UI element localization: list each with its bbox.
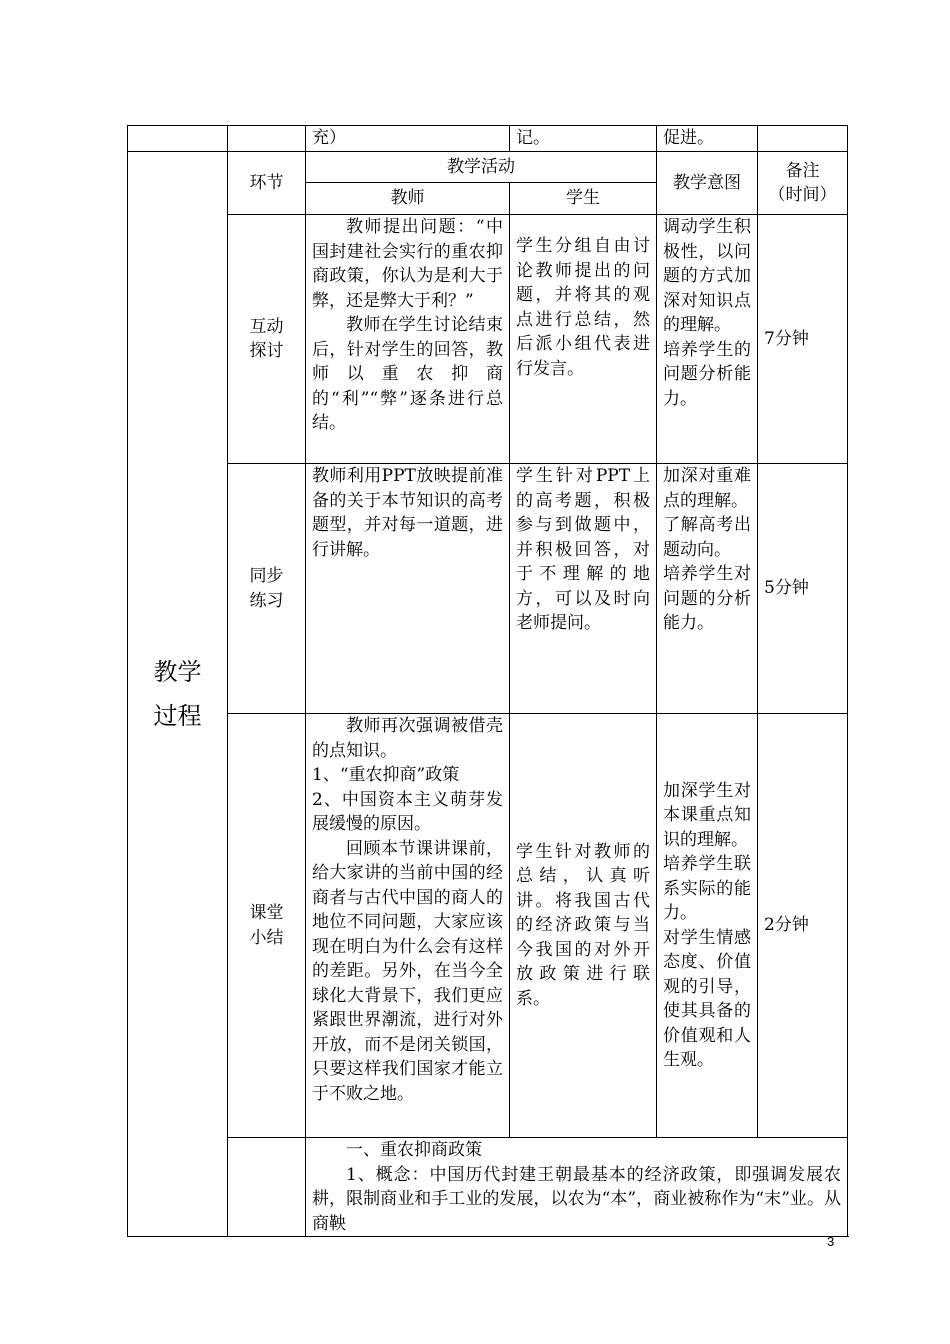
stage-row-summary <box>128 714 848 1138</box>
section-label-line-1: 教学 <box>153 658 202 686</box>
student-paragraph: 学生分组自由讨论教师提出的问题，并将其的观点进行总结，然后派小组代表进行发言。 <box>516 236 650 379</box>
intent-paragraph: 了解高考出题动向。 <box>663 515 751 560</box>
continued-student-cell: 记。 <box>510 126 657 152</box>
intent-cell <box>657 215 758 464</box>
teacher-header: 教师 <box>306 183 510 215</box>
continued-stage-cell <box>228 126 306 152</box>
continued-teacher-cell: 充） <box>306 126 510 152</box>
teacher-paragraph: 1、“重农抑商”政策 <box>312 765 460 785</box>
header-row-1 <box>128 152 848 183</box>
intent-paragraph: 加深对重难点的理解。 <box>663 466 751 511</box>
continued-intent-cell: 促进。 <box>657 126 758 152</box>
remark-header-line-1: 备注 <box>785 160 820 181</box>
teacher-paragraph: 回顾本节课讲课前，给大家讲的当前中国的经商者与古代中国的商人的地位不同问题，大家应该现在明白为什么会有这样的差距。另外，在当今全球化大背景下，我们更应紧跟世界潮流，进行对外开放，而不是闭关锁国，只要这样我们国家才能立于不败之地。 <box>312 838 503 1104</box>
teacher-activity-cell <box>306 714 510 1138</box>
stage-line-2: 小结 <box>249 927 284 948</box>
stage-line-1: 互动 <box>249 316 284 337</box>
teacher-activity-cell <box>306 464 510 714</box>
stage-cell <box>228 464 306 714</box>
teacher-paragraph: 2、中国资本主义萌芽发展缓慢的原因。 <box>312 789 503 834</box>
teacher-paragraph: 教师利用PPT放映提前准备的关于本节知识的高考题型，并对每一道题，进行讲解。 <box>312 466 503 560</box>
intent-paragraph: 培养学生联系实际的能力。 <box>663 854 751 923</box>
teacher-paragraph: 教师再次强调被借壳的点知识。 <box>312 716 503 761</box>
stage-line-2: 探讨 <box>249 341 284 361</box>
intent-paragraph: 对学生情感态度、价值观的引导，使其具备的价值观和人生观。 <box>663 927 751 1070</box>
time-cell: 7分钟 <box>758 215 848 464</box>
teacher-paragraph: 教师在学生讨论结束后，针对学生的回答，教师以重农抑商的“利”“弊”逐条进行总结。 <box>312 315 503 433</box>
student-activity-cell <box>510 714 657 1138</box>
section-label-line-2: 过程 <box>153 702 202 730</box>
remark-header <box>758 152 848 215</box>
notes-content-cell <box>306 1138 848 1237</box>
lesson-plan-table <box>127 125 848 1237</box>
stage-cell <box>228 215 306 464</box>
intent-paragraph: 调动学生积极性，以问题的方式加深对知识点的理解。 <box>663 217 751 335</box>
continued-row <box>128 126 848 152</box>
notes-paragraph: 1、概念：中国历代封建王朝最基本的经济政策，即强调发展农耕，限制商业和手工业的发展，以农为“本”，商业被称作为“末”业。从商鞅 <box>312 1164 841 1234</box>
teacher-activity-cell <box>306 215 510 464</box>
intent-paragraph: 培养学生的问题分析能力。 <box>663 339 751 409</box>
intent-cell <box>657 714 758 1138</box>
student-activity-cell <box>510 215 657 464</box>
stage-row-practice <box>128 464 848 714</box>
student-paragraph: 学生针对PPT上的高考题，积极参与到做题中，并积极回答，对于不理解的地方，可以及时向老师提问。 <box>516 466 650 633</box>
stage-row-interactive <box>128 215 848 464</box>
activity-header: 教学活动 <box>306 152 657 183</box>
time-cell: 5分钟 <box>758 464 848 714</box>
time-cell: 2分钟 <box>758 714 848 1138</box>
intent-cell <box>657 464 758 714</box>
stage-line-1: 同步 <box>249 566 284 586</box>
intent-paragraph: 培养学生对问题的分析能力。 <box>663 564 751 633</box>
stage-line-1: 课堂 <box>249 903 284 923</box>
notes-label-cell <box>228 1138 306 1237</box>
stage-header: 环节 <box>228 152 306 215</box>
stage-cell <box>228 714 306 1138</box>
student-activity-cell <box>510 464 657 714</box>
page-number: 3 <box>827 1234 835 1249</box>
section-label-cell <box>128 152 228 1237</box>
notes-row <box>128 1138 848 1237</box>
continued-section-cell <box>128 126 228 152</box>
notes-heading: 一、重农抑商政策 <box>346 1140 482 1160</box>
continued-remark-cell <box>758 126 848 152</box>
student-header: 学生 <box>510 183 657 215</box>
stage-line-2: 练习 <box>249 590 284 611</box>
remark-header-line-2: （时间） <box>768 185 837 205</box>
intent-paragraph: 加深学生对本课重点知识的理解。 <box>663 780 751 850</box>
teacher-paragraph: 教师提出问题：“中国封建社会实行的重农抑商政策，你认为是利大于弊，还是弊大于利？” <box>312 217 503 311</box>
intent-header: 教学意图 <box>657 152 758 215</box>
student-paragraph: 学生针对教师的总结，认真听讲。将我国古代的经济政策与当今我国的对外开放政策进行联系。 <box>516 841 650 1009</box>
